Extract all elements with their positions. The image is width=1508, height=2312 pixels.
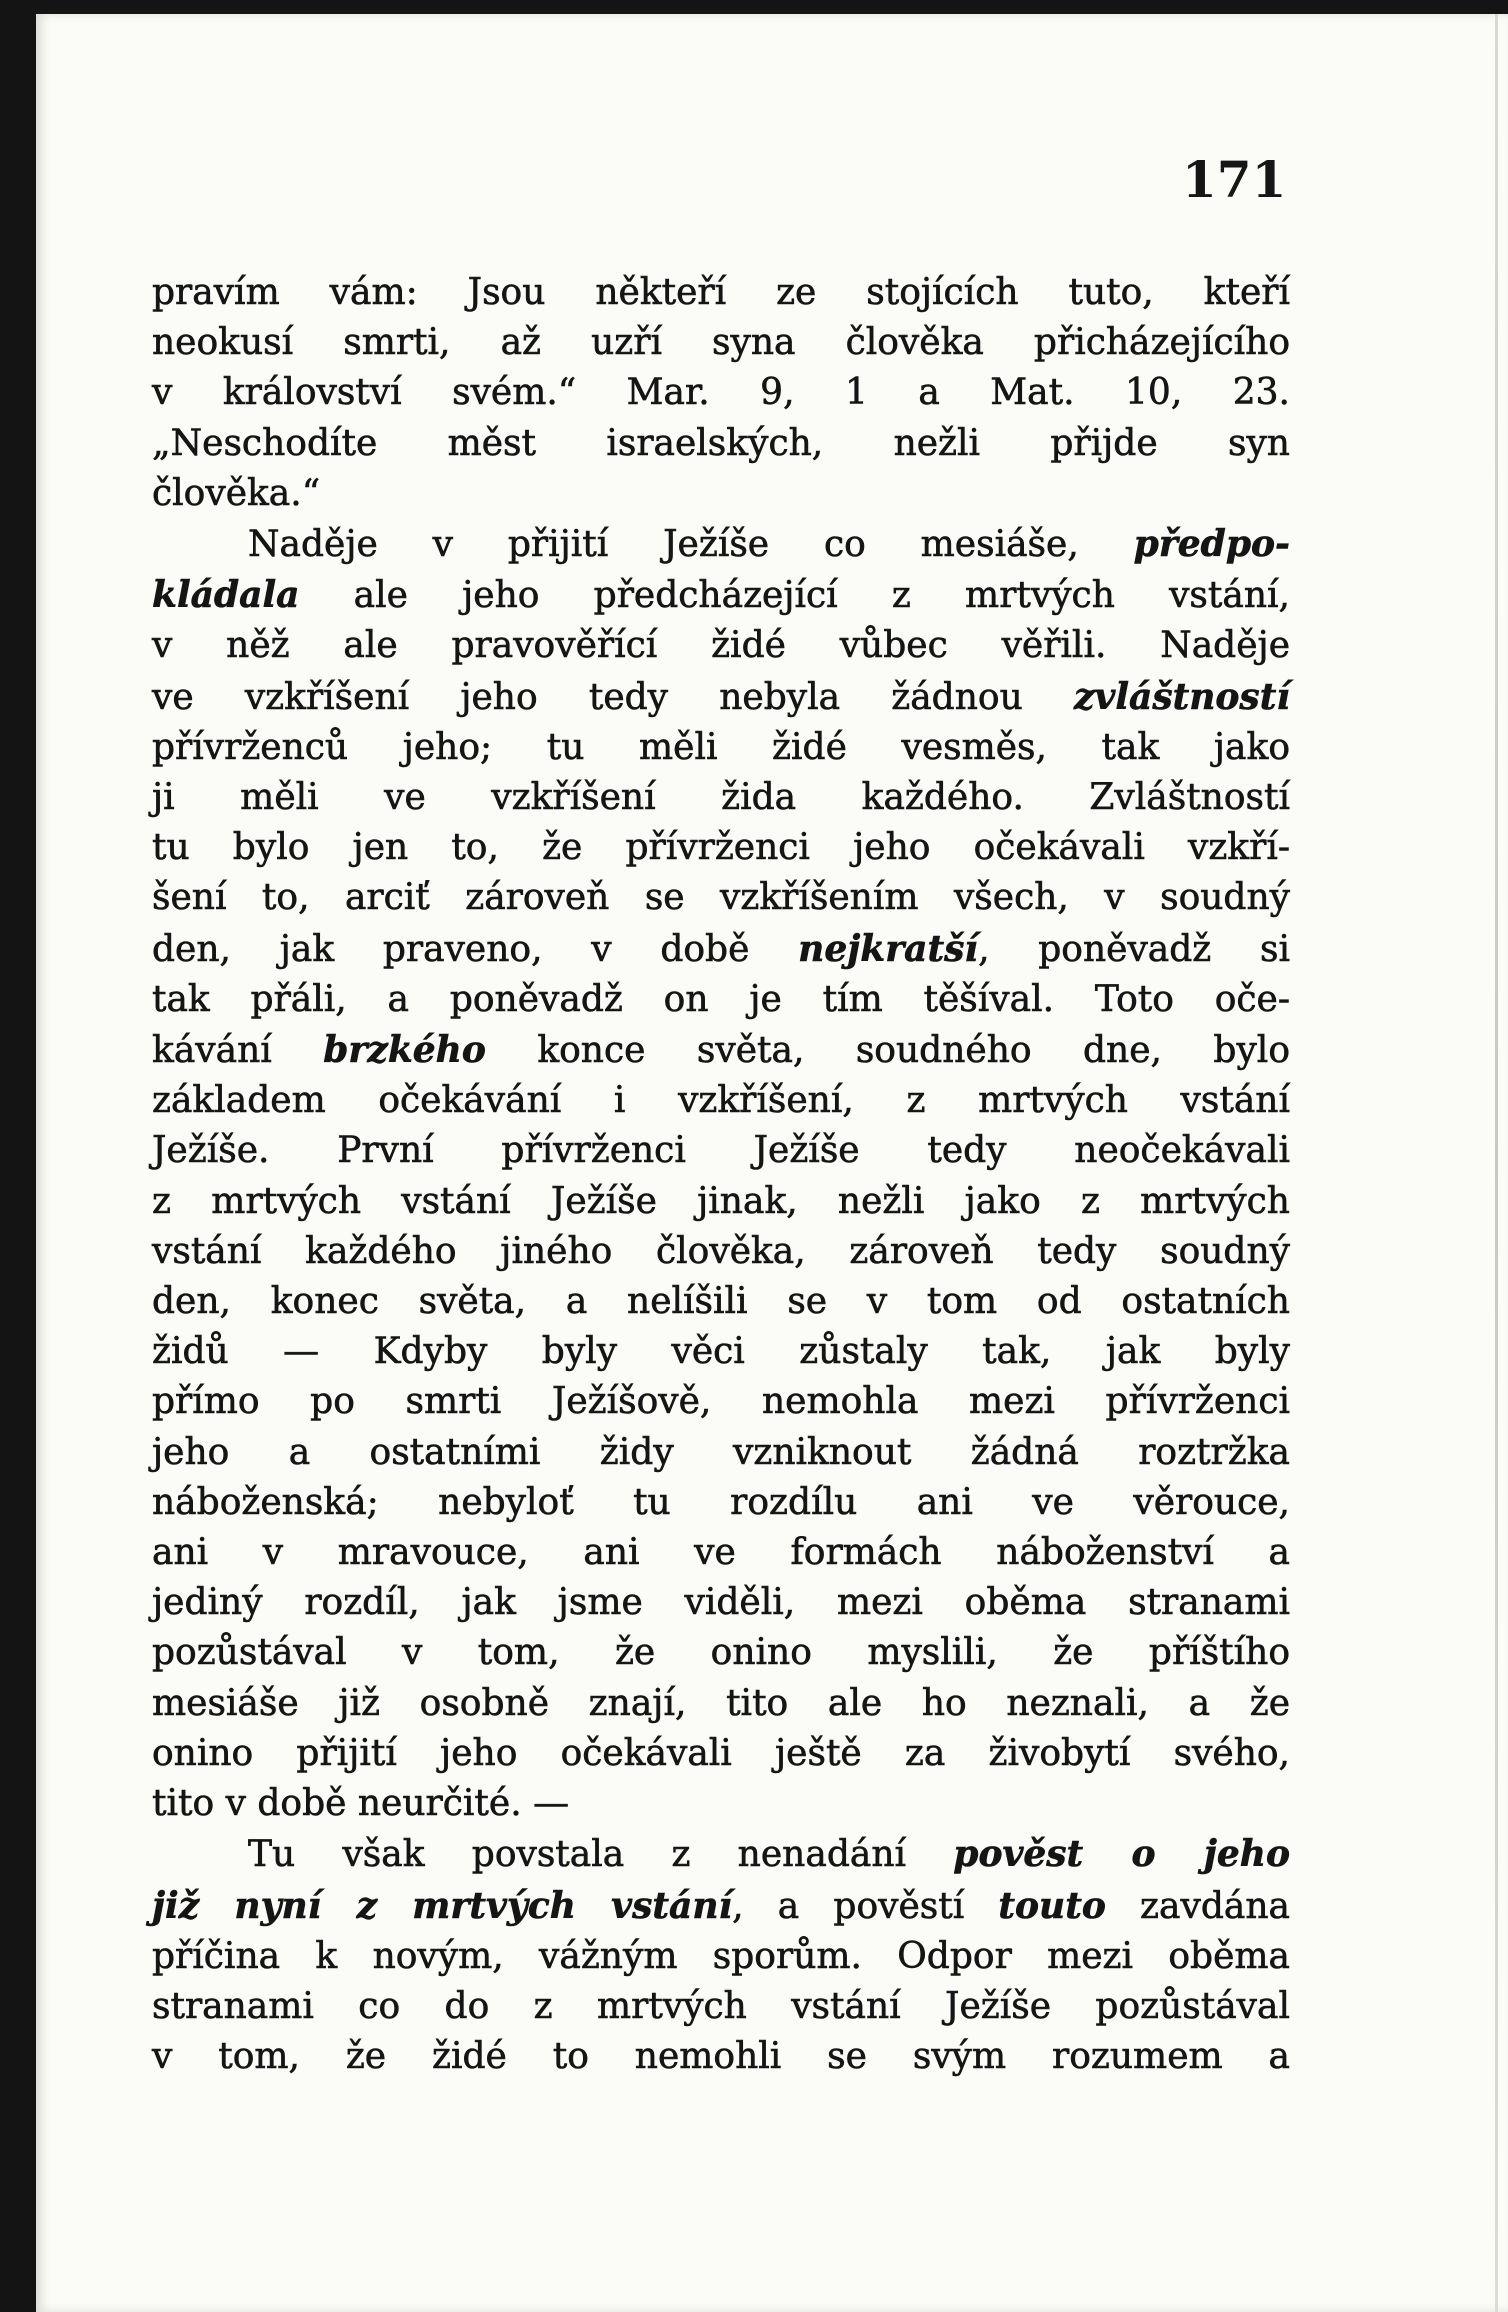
text-line bbox=[152, 519, 1290, 570]
text-line: tak přáli, a poněvadž on je tím těšíval. Toto oče- bbox=[152, 978, 1290, 1020]
text-line: v tom, že židé to nemohli se svým rozumem a bbox=[152, 2036, 1290, 2078]
text-segment: den, jak praveno, v době bbox=[152, 928, 750, 970]
text-line: přívrženců jeho; tu měli židé vesměs, tak jako bbox=[152, 726, 1290, 768]
text-segment: , poněvadž si bbox=[978, 928, 1290, 970]
emphasis-text: kládala bbox=[152, 574, 300, 617]
text-line: mesiáše již osobně znají, tito ale ho neznali, a že bbox=[152, 1682, 1290, 1724]
text-line: jediný rozdíl, jak jsme viděli, mezi oběma stranami bbox=[152, 1582, 1290, 1624]
text-line: tito v době neurčité. — bbox=[152, 1783, 570, 1825]
emphasis-text: touto bbox=[998, 1884, 1106, 1927]
text-line bbox=[152, 570, 1290, 621]
emphasis-text: pověst o jeho bbox=[953, 1833, 1290, 1876]
text-line: pozůstával v tom, že onino myslili, že příštího bbox=[152, 1632, 1290, 1674]
text-line: šení to, arciť zároveň se vzkříšením všech, v soudný bbox=[152, 877, 1290, 919]
text-segment: Naděje v přijití Ježíše co mesiáše, bbox=[248, 524, 1079, 566]
emphasis-text: již nyní z mrtvých vstání bbox=[152, 1884, 733, 1927]
text-segment: zavdána bbox=[1140, 1885, 1290, 1927]
text-line: jeho a ostatními židy vzniknout žádná roztržka bbox=[152, 1431, 1290, 1473]
text-segment: kávání bbox=[152, 1030, 272, 1072]
text-line: v království svém.“ Mar. 9, 1 a Mat. 10, 23. bbox=[152, 372, 1290, 414]
text-line bbox=[152, 924, 1290, 975]
text-line: den, konec světa, a nelíšili se v tom od ostatních bbox=[152, 1281, 1290, 1323]
text-segment: Tu však povstala z nenadání bbox=[248, 1834, 907, 1876]
emphasis-text: brzkého bbox=[323, 1029, 486, 1072]
text-line: ani v mravouce, ani ve formách náboženství a bbox=[152, 1532, 1290, 1574]
emphasis-text: zvláštností bbox=[1073, 675, 1291, 718]
page-number: 171 bbox=[1182, 150, 1287, 209]
text-line: základem očekávání i vzkříšení, z mrtvých vstání bbox=[152, 1080, 1290, 1122]
text-line bbox=[152, 1025, 1290, 1076]
text-line: neokusí smrti, až uzří syna člověka přicházejícího bbox=[152, 322, 1290, 364]
text-segment: ale jeho předcházející z mrtvých vstání, bbox=[353, 575, 1290, 617]
text-line: stranami co do z mrtvých vstání Ježíše pozůstával bbox=[152, 1985, 1290, 2027]
text-line: přímo po smrti Ježíšově, nemohla mezi přívrženci bbox=[152, 1381, 1290, 1423]
page-edge bbox=[1495, 14, 1498, 2312]
text-line: onino přijití jeho očekávali ještě za živobytí svého, bbox=[152, 1732, 1290, 1774]
book-page bbox=[36, 14, 1508, 2312]
text-line bbox=[152, 1829, 1290, 1880]
text-line: pravím vám: Jsou někteří ze stojících tuto, kteří bbox=[152, 272, 1290, 313]
text-line: náboženská; nebyloť tu rozdílu ani ve věrouce, bbox=[152, 1481, 1290, 1523]
emphasis-text: nejkratší bbox=[798, 927, 979, 970]
text-line bbox=[152, 672, 1290, 723]
text-line: Ježíše. První přívrženci Ježíše tedy neočekávali bbox=[152, 1130, 1290, 1172]
text-line bbox=[152, 1881, 1290, 1932]
text-line: člověka.“ bbox=[152, 472, 321, 514]
emphasis-text: předpo- bbox=[1133, 523, 1290, 566]
text-line: židů — Kdyby byly věci zůstaly tak, jak byly bbox=[152, 1331, 1290, 1373]
text-segment: , a pověstí bbox=[732, 1885, 965, 1927]
text-line: tu bylo jen to, že přívrženci jeho očekávali vzkří- bbox=[152, 827, 1290, 869]
text-line: vstání každého jiného člověka, zároveň tedy soudný bbox=[152, 1230, 1290, 1272]
text-segment: konce světa, soudného dne, bylo bbox=[537, 1030, 1290, 1072]
text-line: v něž ale pravověřící židé vůbec věřili. Naděje bbox=[152, 625, 1290, 667]
body-text bbox=[152, 268, 1290, 2082]
text-segment: ve vzkříšení jeho tedy nebyla žádnou bbox=[152, 676, 1023, 718]
text-line: příčina k novým, vážným sporům. Odpor mezi oběma bbox=[152, 1935, 1290, 1977]
text-line: „Neschodíte měst israelských, nežli přijde syn bbox=[152, 422, 1290, 464]
text-line: ji měli ve vzkříšení žida každého. Zvláštností bbox=[152, 777, 1290, 819]
text-line: z mrtvých vstání Ježíše jinak, nežli jako z mrtvých bbox=[152, 1180, 1290, 1222]
